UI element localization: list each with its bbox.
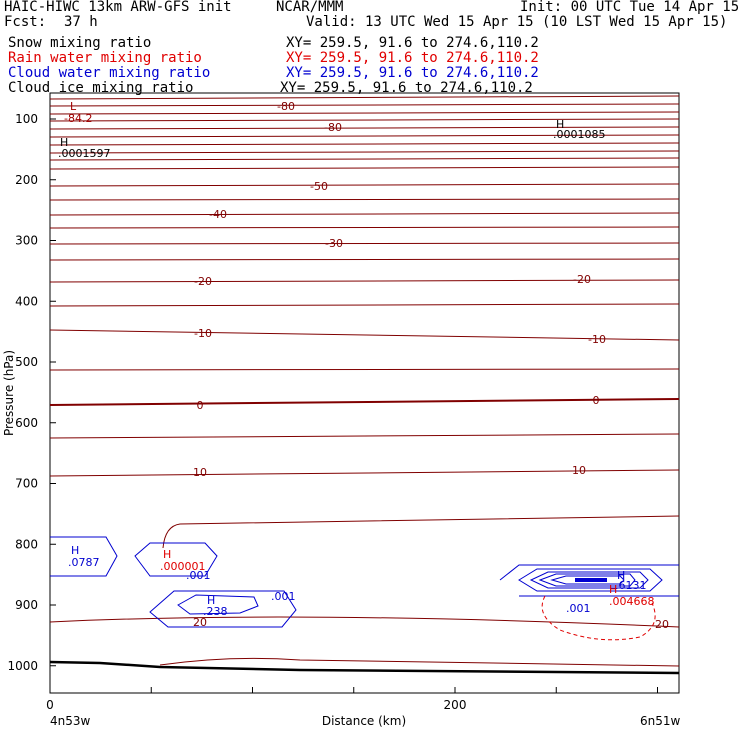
isotherm-label: 10 xyxy=(193,466,207,479)
terrain-line xyxy=(50,662,679,673)
isotherm-label: 20 xyxy=(193,616,207,629)
isotherm-label: 0 xyxy=(592,394,600,407)
extremum-marker: H xyxy=(207,594,216,607)
y-tick-label: 500 xyxy=(15,355,38,369)
isotherm-line xyxy=(50,119,679,121)
contour-label: .001 xyxy=(271,590,296,603)
forecast-label: Fcst: xyxy=(4,14,47,30)
field-xy-snow: XY= 259.5, 91.6 to 274.6,110.2 xyxy=(286,35,539,51)
isotherm-label: -10 xyxy=(588,333,606,346)
isotherm-line xyxy=(163,516,679,548)
forecast-value: 37 h xyxy=(64,14,98,30)
isotherm-line xyxy=(50,434,679,438)
y-tick-label: 800 xyxy=(15,537,38,552)
x-axis-title: Distance (km) xyxy=(321,714,407,728)
y-tick-label: 200 xyxy=(15,172,38,187)
field-name-cloud-ice: Cloud ice mixing ratio xyxy=(8,80,194,96)
isotherm-line xyxy=(50,330,679,340)
left-endpoint: 4n53w xyxy=(50,714,91,728)
contour-label: .001 xyxy=(186,569,211,582)
field-name-rain: Rain water mixing ratio xyxy=(8,50,202,66)
extremum-value: .0001085 xyxy=(553,128,606,141)
isotherm-line xyxy=(50,399,679,405)
isotherm-line xyxy=(50,167,679,169)
isotherm-line xyxy=(50,617,679,627)
extremum-marker: H xyxy=(609,583,618,596)
y-tick-label: 1000 xyxy=(7,658,38,673)
contour-label: .001 xyxy=(566,602,591,615)
isotherm-line xyxy=(160,658,679,666)
field-xy-cloud-water: XY= 259.5, 91.6 to 274.6,110.2 xyxy=(286,65,539,81)
field-xy-cloud-ice: XY= 259.5, 91.6 to 274.6,110.2 xyxy=(280,80,533,96)
y-tick-label: 100 xyxy=(15,112,38,126)
isotherm-line xyxy=(50,369,679,370)
extremum-value: .0787 xyxy=(68,556,100,569)
isotherm-line xyxy=(50,227,679,228)
isotherm-line xyxy=(50,259,679,260)
extremum-marker: H xyxy=(71,544,80,557)
right-endpoint: 6n51w xyxy=(640,714,681,728)
field-name-cloud-water: Cloud water mixing ratio xyxy=(8,65,211,81)
extremum-value: .004668 xyxy=(609,595,655,608)
extremum-marker: H xyxy=(60,136,69,149)
isotherm-label: -40 xyxy=(209,208,227,221)
model-title: HAIC-HIWC 13km ARW-GFS init xyxy=(4,0,232,15)
field-xy-rain: XY= 259.5, 91.6 to 274.6,110.2 xyxy=(286,50,539,66)
isotherm-line xyxy=(50,199,679,200)
valid-time: Valid: 13 UTC Wed 15 Apr 15 (10 LST Wed 15 Apr 15) xyxy=(306,14,728,30)
isotherm-label: 0 xyxy=(196,399,204,412)
isotherm-line xyxy=(50,158,679,160)
extremum-value: .238 xyxy=(203,605,228,618)
isotherm-line xyxy=(50,112,679,114)
cloud-water-core xyxy=(575,578,607,582)
isotherm-line xyxy=(50,96,679,99)
isotherm-line xyxy=(50,243,679,244)
isotherm-line xyxy=(50,104,679,106)
isotherm-label: -50 xyxy=(310,180,328,193)
isotherm-line xyxy=(50,213,679,215)
y-axis-title: Pressure (hPa) xyxy=(2,349,16,437)
field-name-snow: Snow mixing ratio xyxy=(8,35,152,51)
isotherm-label: -20 xyxy=(573,273,591,286)
y-tick-label: 300 xyxy=(15,233,38,248)
y-tick-label: 400 xyxy=(15,294,38,309)
isotherm-line xyxy=(50,151,679,153)
isotherm-label: 10 xyxy=(572,464,586,477)
extremum-marker: L xyxy=(70,100,77,113)
y-tick-label: 600 xyxy=(15,415,38,430)
extremum-value: .0001597 xyxy=(58,147,111,160)
extremum-value: -84.2 xyxy=(64,112,93,125)
y-tick-label: 900 xyxy=(15,598,38,612)
extremum-value: .000001 xyxy=(160,560,206,573)
isotherm-label: -80 xyxy=(324,121,342,134)
isotherm-line xyxy=(50,304,679,306)
isotherm-label: -20 xyxy=(194,275,212,288)
y-tick-label: 700 xyxy=(15,476,38,491)
init-time: Init: 00 UTC Tue 14 Apr 15 xyxy=(520,0,740,15)
isotherm-label: 20 xyxy=(655,618,669,631)
isotherm-line xyxy=(50,143,679,145)
isotherm-label: -10 xyxy=(194,327,212,340)
extremum-marker: H xyxy=(163,548,172,561)
isotherm-label: -80 xyxy=(277,100,295,113)
extremum-value: .6131 xyxy=(615,579,647,592)
extremum-marker: H xyxy=(617,569,626,582)
org-label: NCAR/MMM xyxy=(276,0,344,15)
extremum-marker: H xyxy=(556,118,565,131)
x-tick-label: 200 xyxy=(443,698,467,712)
isotherm-label: -30 xyxy=(325,237,343,250)
x-tick-label: 0 xyxy=(46,698,54,712)
isotherm-line xyxy=(50,184,679,186)
